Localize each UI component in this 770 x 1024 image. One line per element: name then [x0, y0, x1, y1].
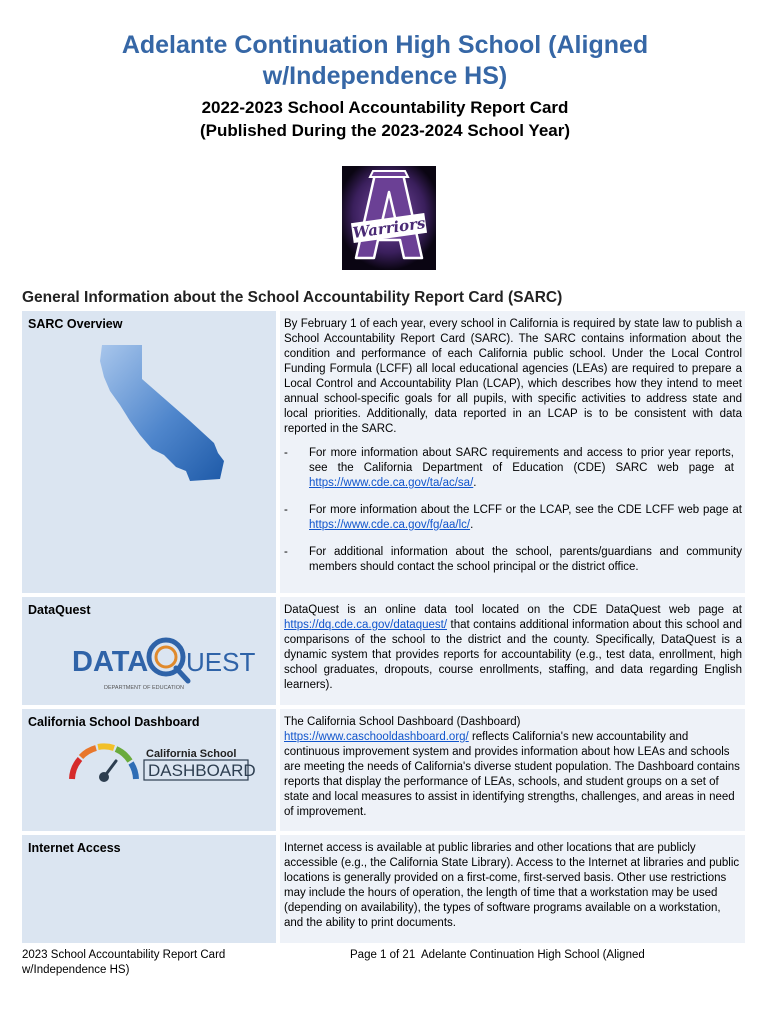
dataquest-logo-quest: UEST: [186, 647, 256, 677]
dataquest-content: [280, 597, 745, 705]
internet-access-label: Internet Access: [28, 841, 121, 855]
dataquest-text-before: DataQuest is an online data tool located on the CDE DataQuest web page at: [284, 604, 742, 616]
info-table: [22, 311, 745, 943]
dashboard-logo: [66, 739, 256, 789]
bullet3-text: For additional information about the school, parents/guardians and community members should contact the school principal or the district office.: [309, 546, 742, 573]
dashboard-content: [280, 709, 745, 831]
sarc-overview-paragraph: By February 1 of each year, every school in California is required by state law to publish a School Accountability Report Card (SARC). The SARC contains information about the condition and performance of each California public school. Under the Local Control Funding Formula (LCFF) all local educational agencies (LEAs) are required to prepare a Local Control and Accountability Plan (LCAP), which describes how they intend to meet annual school-specific goals for all pupils, with specific activities to address state and local priorities. Additionally, data reported in an LCAP is to be consistent with data reported in the SARC.: [284, 318, 742, 435]
dataquest-label-cell: [22, 597, 276, 705]
bullet-marker: -: [284, 504, 288, 516]
logo-text: Warriors: [351, 213, 427, 243]
dataquest-label: DataQuest: [28, 603, 91, 617]
footer-right: Adelante Continuation High School (Aligned: [421, 949, 645, 961]
dashboard-label: California School Dashboard: [28, 715, 200, 729]
section-heading: General Information about the School Accountability Report Card (SARC): [22, 289, 563, 306]
footer-left-line2: w/Independence HS): [22, 964, 130, 976]
dashboard-gauge-icon: [66, 739, 256, 789]
sarc-overview-content: [280, 311, 745, 593]
bullet-marker: -: [284, 546, 288, 558]
dashboard-text-after: reflects California's new accountability and continuous improvement system and provides information about how LEAs and schools are meeting the needs of California's diverse student population. The Dashboard contains reports that display the performance of LEAs, schools, and student groups on a set of state and local measures to assist in identifying strengths, challenges, and areas in need of improvement.: [284, 731, 740, 818]
dashboard-link[interactable]: https://www.caschooldashboard.org/: [284, 731, 469, 743]
warriors-a-logo: [342, 166, 436, 270]
dashboard-paragraph: [284, 715, 742, 820]
dataquest-logo-caption: DEPARTMENT OF EDUCATION: [104, 685, 184, 691]
sarc-overview-row: [22, 311, 745, 593]
dataquest-paragraph: [284, 603, 742, 693]
bullet-marker: -: [284, 447, 288, 459]
dashboard-logo-line1: California School: [146, 748, 237, 760]
internet-access-row: [22, 835, 745, 943]
internet-access-label-cell: [22, 835, 276, 943]
list-item: [284, 545, 742, 575]
list-item: [284, 446, 742, 491]
dataquest-text-after: that contains additional information about this school and comparisons of the school to the district and the county. Specifically, DataQuest is a dynamic system that provides reports for accountability (e.g., test data, enrollment, high school graduates, dropouts, course enrollments, staffing, and data regarding English learners).: [284, 619, 742, 691]
sarc-web-page-link[interactable]: https://www.cde.ca.gov/ta/ac/sa/: [309, 477, 474, 489]
subtitle-line-2: (Published During the 2023-2024 School Year): [199, 121, 571, 140]
footer-left: [22, 948, 225, 978]
lcff-web-page-link[interactable]: https://www.cde.ca.gov/fg/aa/lc/: [309, 519, 471, 531]
dataquest-logo: [68, 633, 256, 693]
title-line-1: Adelante Continuation High School (Aligned: [121, 31, 649, 59]
footer-left-line1: 2023 School Accountability Report Card: [22, 949, 226, 961]
subtitle-line-1: 2022-2023 School Accountability Report Card: [201, 98, 569, 117]
dashboard-logo-line2: DASHBOARD: [148, 761, 256, 780]
sarc-overview-label-cell: [22, 311, 276, 593]
dataquest-row: [22, 597, 745, 705]
footer-page-number: Page 1 of 21: [350, 949, 416, 961]
dataquest-logo-graphic: [68, 633, 256, 693]
sarc-overview-label: SARC Overview: [28, 317, 123, 331]
dashboard-label-cell: [22, 709, 276, 831]
california-map-icon: [94, 343, 264, 483]
bullet2-text: For more information about the LCFF or the LCAP, see the CDE LCFF web page at: [309, 504, 742, 516]
internet-access-paragraph: Internet access is available at public libraries and other locations that are publicly accessible (e.g., the California State Library). Access to the Internet at libraries and public locations is generally provided on a first-come, first-served basis. Other use restrictions may include the hours of operation, the length of time that a workstation may be used (depending on availability), the types of software programs available on a workstation, and the ability to print documents.: [284, 842, 740, 929]
document-subtitle: [0, 96, 770, 142]
school-logo: [342, 166, 436, 270]
bullet1-text: For more information about SARC requirements and access to prior year reports, see the California Department of Education (CDE) SARC web page at: [309, 447, 734, 474]
bullet1-end: .: [473, 477, 477, 489]
dashboard-text-before: The California School Dashboard (Dashboard): [284, 716, 521, 728]
dashboard-row: [22, 709, 745, 831]
dataquest-logo-data: DATA: [72, 646, 149, 678]
dataquest-link[interactable]: https://dq.cde.ca.gov/dataquest/: [284, 619, 448, 631]
internet-access-content: [280, 835, 745, 943]
list-item: [284, 503, 742, 533]
bullet2-end: .: [470, 519, 474, 531]
document-title: [0, 30, 770, 92]
title-line-2: w/Independence HS): [262, 62, 508, 90]
